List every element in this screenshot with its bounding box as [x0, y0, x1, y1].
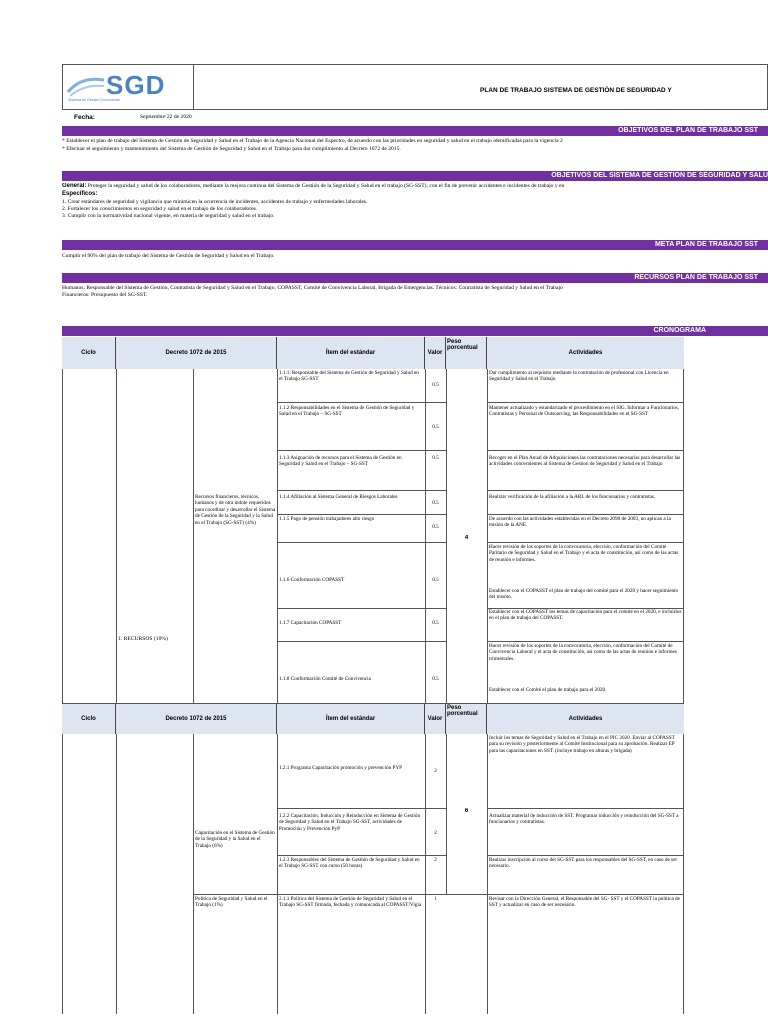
valor-1-1-7: 0.5: [432, 620, 439, 626]
act-1-2-2: Actualizar material de inducción de SST. Programar inducción y reinducción del SG-SST a funcionarios y contratistas.: [489, 813, 679, 826]
header2-actividades: Actividades: [487, 704, 684, 734]
valor-1-1-3: 0.5: [432, 455, 439, 461]
objetivos-plan-line1: * Establecer el plan de trabajo del Sistema de Gestión de Seguridad y Salud en el Trabajo de la Agencia Nacional del Espectro, de acuerdo con las prioridades en seguridad y salud en el trabajo identificadas para la vigencia 2: [62, 138, 563, 144]
fecha-label: Fecha:: [74, 114, 95, 121]
logo-subtitle: Sistema de Gestión Documental: [68, 98, 120, 102]
act-1-1-1: Dar cumplimiento al requisito mediante la contratación de profesional con Licencia en Seguridad y Salud en el Trabajo: [489, 370, 669, 383]
act-1-1-6: Hacer revisión de los soportes de la convocatoria, elección, conformación del Comité Paritario de Seguridad y Salud en el Trabajo y el acta de constitución, así como de las actas de reunión e informes.: [489, 544, 679, 563]
valor-1-2-2: 2: [434, 830, 437, 836]
valor-1-1-2: 0.5: [432, 424, 439, 430]
objetivos-sistema-bar: OBJETIVOS DEL SISTEMA DE GESTIÓN DE SEGURIDAD Y SALU: [62, 171, 768, 181]
peso-capacitacion: 6: [464, 808, 469, 814]
valor-1-2-1: 2: [434, 768, 437, 774]
decreto-politica: Política de Seguridad y Salud en el Trabajo (1%): [195, 896, 268, 909]
decreto-recursos: Recursos financieros, técnicos, humanos y de otra índole requeridos para coordinar y desarrollar el Sistema de Gestión de la Seguridad y la Salud en el Trabajo (SG-SST) (4%): [195, 494, 276, 526]
objetivos-plan-bar: OBJETIVOS DEL PLAN DE TRABAJO SST: [62, 126, 768, 136]
act-1-1-4: Realizar verificación de la afiliación a la ARL de los funcionarios y contratistas.: [489, 494, 656, 500]
act-1-1-7: Establecer con el COPASST los temas de capacitación para el comité en el 2020, e incluirlos en el plan de trabajo del COPASST.: [489, 609, 682, 622]
act-2-1-1: Revisar con la Dirección General, el Responsable del SG- SST y el COPASST la política de SST y actualizar en caso de ser necesario.: [489, 896, 680, 909]
header-actividades: Actividades: [487, 337, 684, 369]
item-1-2-1: 1.2.1 Programa Capacitación promoción y prevención PYP: [279, 765, 403, 771]
header-valor: Valor: [425, 337, 446, 369]
valor-1-1-4: 0.5: [432, 500, 439, 506]
especifico-3: 3. Cumplir con la normatividad nacional vigente, en materia de seguridad y salud en el trabajo.: [62, 213, 275, 219]
act2-1-1-8: Establecer con el Comité el plan de trabajo para el 2020.: [489, 687, 607, 693]
header2-item: Ítem del estándar: [277, 704, 425, 734]
peso-recursos: 4: [464, 535, 469, 541]
especificos-label: Específicos:: [62, 191, 98, 197]
general-text: Proteger la seguridad y salud de los colaboradores, mediante la mejora continua del Sistema de Gestión de la Seguridad y Salud en el trabajo (SG-SST), con el fin de prevenir accidentes e incidentes de trabajo y en: [86, 183, 565, 189]
item-1-2-2: 1.2.2 Capacitación, Inducción y Reinducción en Sistema de Gestión de Seguridad y Salud en el Trabajo SG-SST, actividades de Promoción y Prevención PyP: [279, 813, 421, 832]
meta-text: Cumplir el 90% del plan de trabajo del Sistema de Gestión de Seguridad y Salud en el Trabajo.: [62, 253, 275, 259]
item-1-1-6: 1.1.6 Conformación COPASST: [279, 577, 345, 583]
item-2-1-1: 2.1.1 Política del Sistema de Gestión de Seguridad y Salud en el Trabajo SG-SST firmada, fechada y comunicada al COPASST/Vigía: [279, 896, 422, 909]
act-1-1-3: Recoger en el Plan Anual de Adquisiciones las contrataciones necesarias para desarrollar las actividades concernientes al Sistema de Gestion de Seguridad y Salud en el Trabajo: [489, 455, 681, 468]
valor-1-1-6: 0.5: [432, 577, 439, 583]
table2-body: [62, 734, 684, 1014]
act2-1-1-6: Establecer con el COPASST el plan de trabajo del comité para el 2020 y hacer seguimiento del mismo.: [489, 588, 679, 601]
header2-ciclo: Ciclo: [62, 704, 116, 734]
header2-peso: Peso porcentual: [446, 704, 487, 734]
header-decreto: Decreto 1072 de 2015: [116, 337, 277, 369]
item-1-1-7: 1.1.7 Capacitación COPASST: [279, 620, 342, 626]
meta-bar: META PLAN DE TRABAJO SST: [62, 240, 768, 250]
act-1-2-1: Incluir los temas de Seguridad y Salud en el Trabajo en el PIC 2020. Enviar al COPASST para su revisión y posteriormente al Comité Institucional para su aprobación. Realizar EP para las capacitaciones en SST. (incluye trabajo en alturas y brigada): [489, 735, 675, 754]
objetivo-general: [62, 183, 764, 190]
valor-1-2-3: 2: [434, 857, 437, 863]
sgd-logo: [66, 70, 192, 106]
cronograma-bar: CRONOGRAMA: [62, 326, 768, 336]
act-1-2-3: Realizar inscripción al curso del SG-SST para los responsables del SG-SST, en caso de ser necesario.: [489, 857, 678, 870]
general-label: General:: [62, 183, 87, 189]
objetivos-plan-line2: * Efectuar el seguimiento y mantenimiento del Sistema de Gestión de Seguridad y Salud en el Trabajo para dar cumplimiento al Decreto 1072 de 2015.: [62, 146, 401, 152]
item-1-2-3: 1.2.3 Responsables del Sistema de Gestión de Seguridad y Salud en el Trabajo SG-SST con curso (50 horas): [279, 857, 420, 870]
act-1-1-5: De acuerdo con las actividades establecidas en el Decreto 2090 de 2003, no aplican a la misión de la ANE.: [489, 516, 671, 529]
item-1-1-1: 1.1.1. Responsable del Sistema de Gestión de Seguridad y Salud en el Trabajo SG-SST: [279, 370, 419, 383]
especifico-2: 2. Fortalecer los conocimientos en seguridad y salud en el trabajo de los colaboradores.: [62, 206, 258, 212]
valor-1-1-1: 0.5: [432, 382, 439, 388]
header2-valor: Valor: [425, 704, 446, 734]
ciclo-recursos: 1. RECURSOS (10%): [118, 636, 168, 642]
logo-text: SGD: [106, 70, 166, 100]
header-item: Ítem del estándar: [277, 337, 425, 369]
item-1-1-4: 1.1.4 Afiliación al Sistema General de Riesgos Laborales: [279, 494, 398, 500]
header-peso: Peso porcentual: [446, 337, 487, 369]
recursos-bar: RECURSOS PLAN DE TRABAJO SST: [62, 273, 768, 283]
especifico-1: 1. Crear estándares de seguridad y vigilancia que minimicen la ocurrencia de incidentes, accidentes de trabajo y enfermedades laborales.: [62, 199, 368, 205]
valor-1-1-5: 0.5: [432, 524, 439, 530]
header2-decreto: Decreto 1072 de 2015: [116, 704, 277, 734]
act-1-1-8: Hacer revisión de los soportes de la convocatoria, elección, conformación del Comité de Convivencia Laboral y el acta de constitución, así como de las actas de reunión e informes trimestrales.: [489, 643, 677, 662]
decreto-capacitacion: Capacitación en el Sistema de Gestión de la Seguridad y la Salud en el Trabajo (6%): [195, 830, 275, 849]
item-1-1-8: 1.1.8 Conformación Comité de Convivencia: [279, 676, 371, 682]
valor-1-1-8: 0.5: [432, 676, 439, 682]
item-1-1-3: 1.1.3 Asignación de recursos para el Sistema de Gestión en Seguridad y Salud en el Trabajo – SG-SST: [279, 455, 402, 468]
recursos-line2: Financieros: Presupuesto del SG-SST.: [62, 292, 148, 298]
act-1-1-2: Mantener actualizado y estandarizado el procedimiento en el SIG. Informar a Funcionarios, Contratistas y Personal de Outsourcing, las Responsabilidades en el SG-SST: [489, 405, 679, 418]
item-1-1-5: 1.1.5 Pago de pensión trabajadores alto riesgo: [279, 516, 375, 522]
recursos-line1: Humanos: Responsable del Sistema de Gestión, Contratista de Seguridad y Salud en el Trabajo, COPASST, Comité de Convivencia Laboral, Brigada de Emergencias. Técnicos: Contratista de Seguridad y Salud en el Trabajo: [62, 285, 563, 291]
page-title: PLAN DE TRABAJO SISTEMA DE GESTIÓN DE SEGURIDAD Y: [480, 87, 672, 94]
fecha-value: Septiembre 22 de 2020: [140, 114, 192, 120]
item-1-1-2: 1.1.2 Responsabilidades en el Sistema de Gestión de Seguridad y Salud en el Trabajo – SG-SST: [279, 405, 415, 418]
header-ciclo: Ciclo: [62, 337, 116, 369]
valor-2-1-1: 1: [434, 896, 437, 902]
